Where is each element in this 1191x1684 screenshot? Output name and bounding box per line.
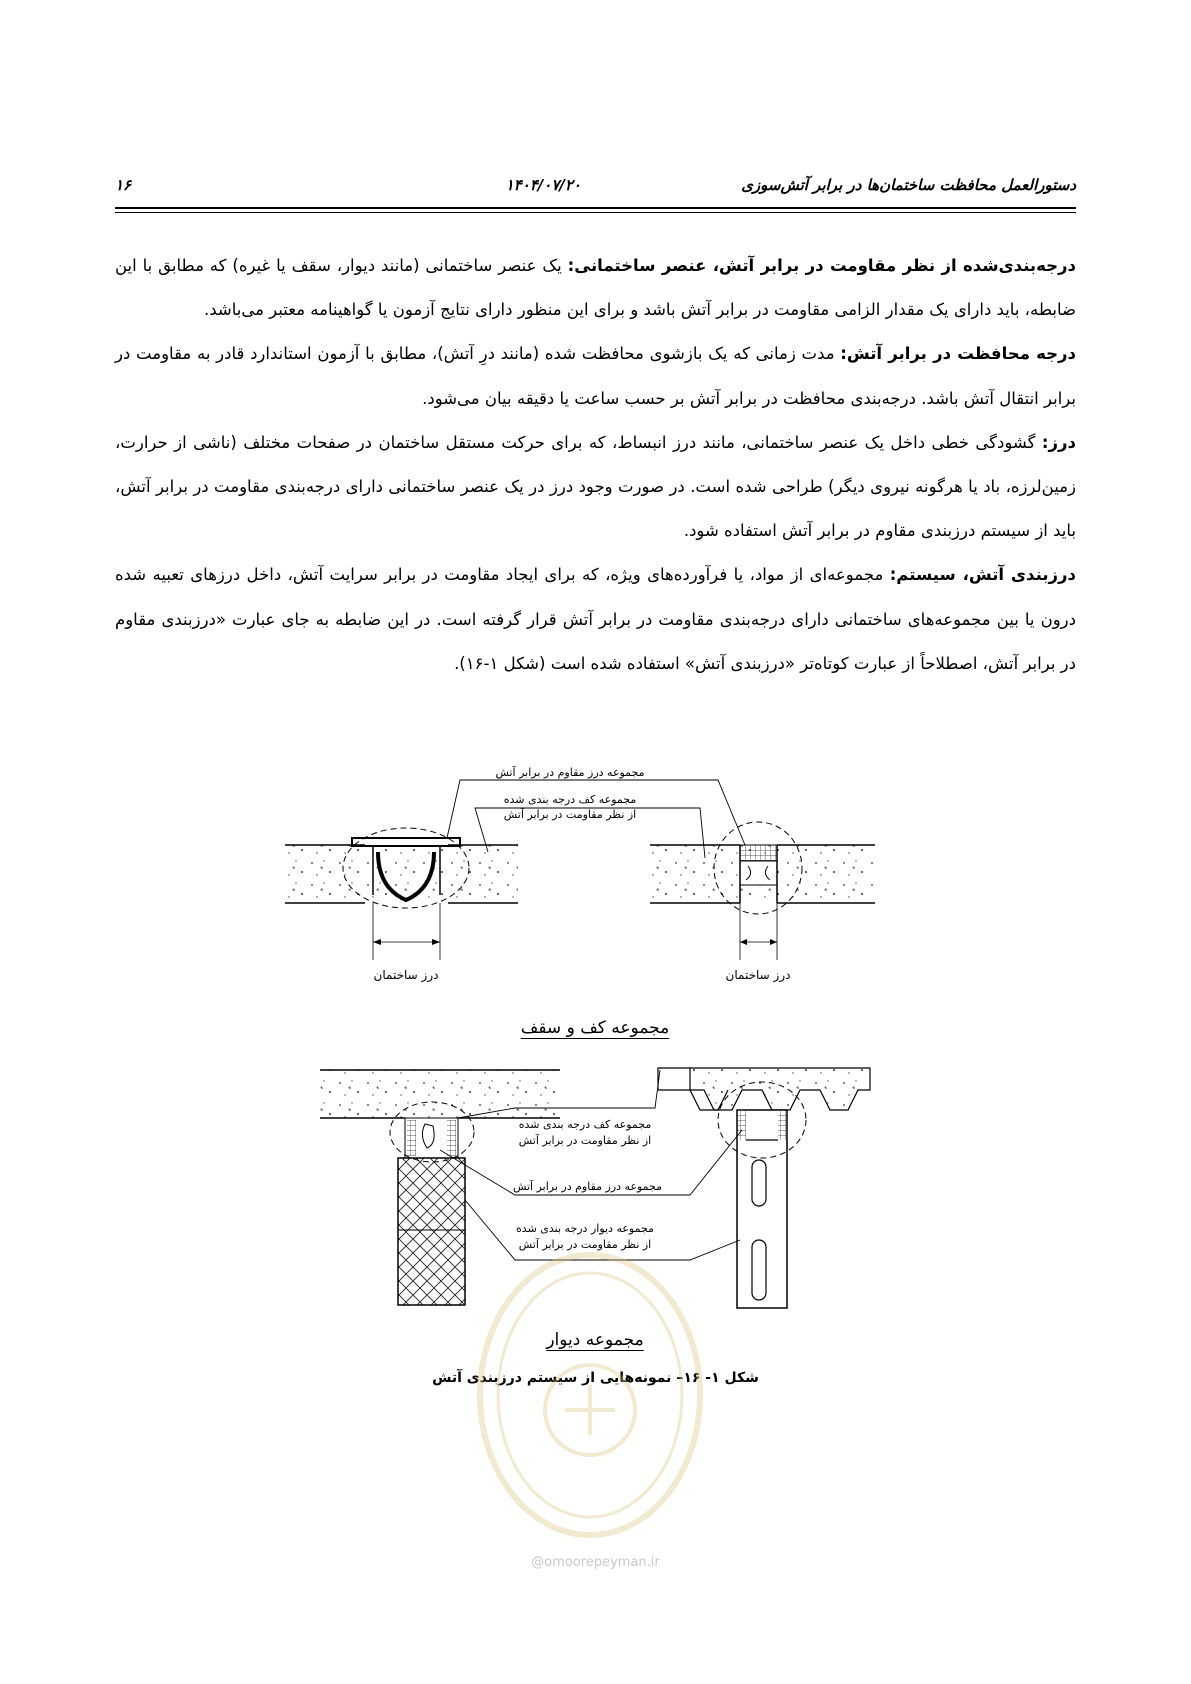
definition-term: درجه محافظت در برابر آتش:	[840, 344, 1076, 364]
definition-body: گشودگی خطی داخل یک عنصر ساختمانی، مانند درز انبساط، که برای حرکت مستقل ساختمان در صفحات مختلف (ناشی از حرارت، زمین‌لرزه، باد یا هرگونه نیروی دیگر) طراحی شده است. در صورت وجود درز در یک عنصر ساختمانی دارای درجه‌بندی مقاومت در برابر آتش، باید از سیستم درزبندی مقاوم در برابر آتش استفاده شود.	[115, 432, 1076, 541]
header-date: ۱۴۰۴/۰۷/۲۰	[505, 176, 581, 194]
floor-joint-right-drawing	[650, 822, 875, 960]
watermark-text: @omoorepeyman.ir	[531, 1555, 660, 1570]
building-joint-label-right: درز ساختمان	[725, 968, 791, 982]
page-number: ۱۶	[115, 176, 132, 194]
floor-ceiling-caption: مجموعه کف و سقف	[520, 1018, 670, 1038]
wall-floor-label-line1: مجموعه کف درجه بندی شده	[518, 1118, 652, 1131]
floor-assembly-label-line1: مجموعه کف درجه بندی شده	[503, 793, 637, 806]
definition-term: درزبندی آتش، سیستم:	[889, 565, 1076, 585]
definition-body: مجموعه‌ای از مواد، یا فرآورده‌های ویژه، که برای ایجاد مقاومت در برابر سرایت آتش، داخل درزهای تعبیه شده درون یا بین مجموعه‌های ساختمانی دارای درجه‌بندی مقاومت در برابر آتش قرار گرفته است. در این ضابطه به جای عبارت «درزبندی مقاوم در برابر آتش، اصطلاحاً از عبارت کوتاه‌تر «درزبندی آتش» استفاده شده است (شکل ۱-۱۶).	[115, 565, 1076, 673]
definition-term: درجه‌بندی‌شده از نظر مقاومت در برابر آتش، عنصر ساختمانی:	[567, 256, 1076, 275]
wall-assembly-label-line2: از نظر مقاومت در برابر آتش	[518, 1238, 652, 1251]
building-joint-label-left: درز ساختمان	[373, 968, 439, 982]
wall-floor-label-line2: از نظر مقاومت در برابر آتش	[518, 1134, 652, 1147]
wall-caption: مجموعه دیوار	[546, 1330, 644, 1350]
watermark-seal	[470, 1245, 710, 1545]
wall-assembly-label-line1: مجموعه دیوار درجه بندی شده	[516, 1222, 654, 1235]
definition-body: مدت زمانی که یک بازشوی محافظت شده (مانند درِ آتش)، مطابق با آزمون استاندارد قادر به مقاومت در برابر انتقال آتش باشد. درجه‌بندی محافظت در برابر آتش بر حسب ساعت یا دقیقه بیان می‌شود.	[115, 344, 1076, 408]
wall-joint-label: مجموعه درز مقاوم در برابر آتش	[512, 1180, 663, 1193]
floor-assembly-label-line2: از نظر مقاومت در برابر آتش	[503, 808, 637, 821]
definition-body: یک عنصر ساختمانی (مانند دیوار، سقف یا غیره) که مطابق با این ضابطه، باید دارای یک مقدار الزامی مقاومت در برابر آتش باشد و برای این منظور دارای نتایج آزمون یا گواهینامه معتبر می‌باشد.	[115, 256, 1076, 320]
figure-caption: شکل ۱- ۱۶– نمونه‌هایی از سیستم درزبندی آتش	[432, 1370, 759, 1386]
floor-joint-left-drawing	[285, 828, 518, 960]
header-title: دستورالعمل محافظت ساختمان‌ها در برابر آتش‌سوزی	[741, 176, 1076, 194]
joint-assembly-label: مجموعه درز مقاوم در برابر آتش	[495, 766, 645, 779]
definition-term: درز:	[1041, 432, 1076, 452]
